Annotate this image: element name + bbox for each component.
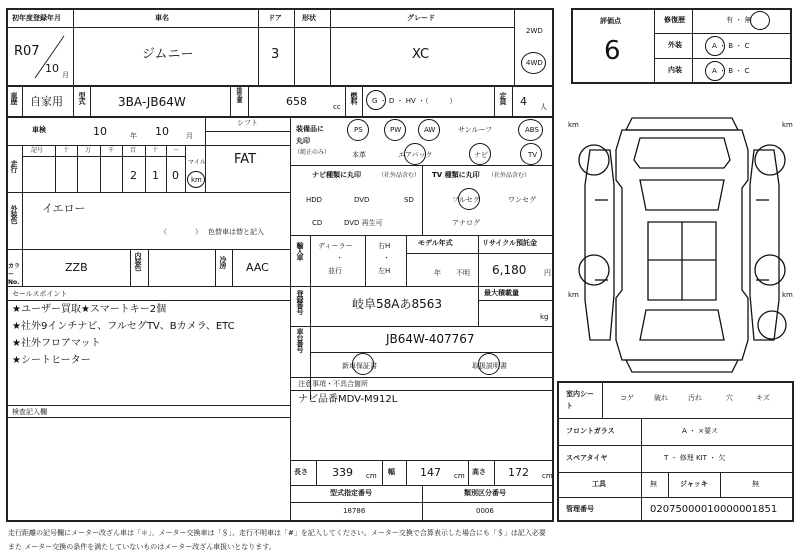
mileage-digit-3: 0 bbox=[172, 169, 179, 182]
manual-doc: 取扱説明書 bbox=[472, 362, 507, 370]
chassis-no: JB64W-407767 bbox=[386, 332, 475, 346]
equip-navi: ナビ bbox=[474, 151, 488, 159]
diagram-km-mark-2: km bbox=[782, 121, 793, 129]
fuel-options: G ・ D ・ HV ・（ ） bbox=[372, 97, 457, 105]
diagram-km-mark-1: km bbox=[568, 121, 579, 129]
equip-pw: PW bbox=[390, 126, 402, 134]
warranty-doc: 新車保証書 bbox=[342, 362, 377, 370]
repair-options: 有 ・ 無 bbox=[726, 16, 752, 24]
diagram-km-mark-3: km bbox=[568, 291, 579, 299]
equip-ps: PS bbox=[354, 126, 363, 134]
equip-sunroof: サンルーフ bbox=[458, 126, 493, 134]
diagram-km-mark-4: km bbox=[782, 291, 793, 299]
sales-point-4: ★シートヒーター bbox=[12, 355, 91, 366]
use-type: 自家用 bbox=[30, 95, 63, 108]
displacement: 658 bbox=[286, 95, 307, 108]
grade: XC bbox=[412, 47, 430, 62]
mgmt-no: 02075000010000001851 bbox=[650, 504, 778, 515]
jack-value: 無 bbox=[752, 480, 759, 488]
inspect-year: 10 bbox=[93, 125, 107, 138]
ext-color: イエロー bbox=[42, 202, 86, 215]
length: 339 bbox=[332, 466, 353, 479]
footer-note-2: また メーター交換の条件を満たしていないものはメーター改ざん車扱いとなります。 bbox=[8, 543, 276, 551]
ac-type: AAC bbox=[246, 261, 269, 274]
colorno-label: カラーNo. bbox=[8, 263, 21, 286]
first-reg-label: 初年度登録年月 bbox=[12, 14, 61, 22]
car-name: ジムニー bbox=[142, 47, 194, 62]
reg-plate: 岐阜58Aあ8563 bbox=[352, 297, 443, 311]
int-grade: A ・ B ・ C bbox=[712, 67, 750, 75]
capacity: 4 bbox=[520, 95, 527, 108]
score-value: 6 bbox=[604, 36, 621, 66]
mileage-digit-1: 2 bbox=[130, 169, 137, 182]
equip-abs: ABS bbox=[525, 126, 539, 134]
color-code: ZZB bbox=[65, 261, 88, 274]
glass-options: A ・ ×要ス bbox=[682, 427, 719, 435]
km-unit: km bbox=[191, 176, 202, 184]
sales-point-2: ★社外9インチナビ、フルセグTV、Bカメラ、ETC bbox=[12, 321, 235, 332]
caution-text: ナビ品番MDV-M912L bbox=[298, 394, 398, 405]
recycle-amount: 6,180 bbox=[492, 263, 527, 277]
model-code: 3BA-JB64W bbox=[118, 95, 186, 109]
ext-grade: A ・ B ・ C bbox=[712, 42, 750, 50]
sales-point-3: ★社外フロアマット bbox=[12, 338, 101, 349]
door-count: 3 bbox=[271, 47, 280, 62]
equip-leather: 本革 bbox=[352, 151, 366, 159]
inspect-month: 10 bbox=[155, 125, 169, 138]
era-year: R07 bbox=[14, 44, 40, 59]
equip-airbag: エアバック bbox=[398, 151, 433, 159]
shift-type: FAT bbox=[234, 152, 257, 167]
reg-month: 10 bbox=[45, 62, 59, 75]
drive-4wd: 4WD bbox=[526, 59, 543, 67]
height: 172 bbox=[508, 466, 529, 479]
interior-label: 室内シート bbox=[566, 390, 594, 410]
tools-value: 無 bbox=[650, 480, 657, 488]
type-no: 18786 bbox=[343, 507, 366, 515]
width: 147 bbox=[420, 466, 441, 479]
mileage-digit-2: 1 bbox=[152, 169, 159, 182]
footer-note-1: 走行距離の記号欄にメーター改ざん車は「＊」、メーター交換車は「＄」、走行不明車は「#」を記入してください。メーター交換で合算表示した場合にも「＄」は記入必要 bbox=[8, 529, 546, 537]
tv-fullseg: フルセグ bbox=[452, 196, 480, 204]
class-no: 0006 bbox=[476, 507, 494, 515]
equip-aw: AW bbox=[424, 126, 436, 134]
equip-tv: TV bbox=[528, 151, 538, 159]
sales-point-1: ★ユーザー買取★スマートキー2個 bbox=[12, 304, 167, 315]
spare-options: T ・ 修理 KIT ・ 欠 bbox=[664, 454, 726, 462]
